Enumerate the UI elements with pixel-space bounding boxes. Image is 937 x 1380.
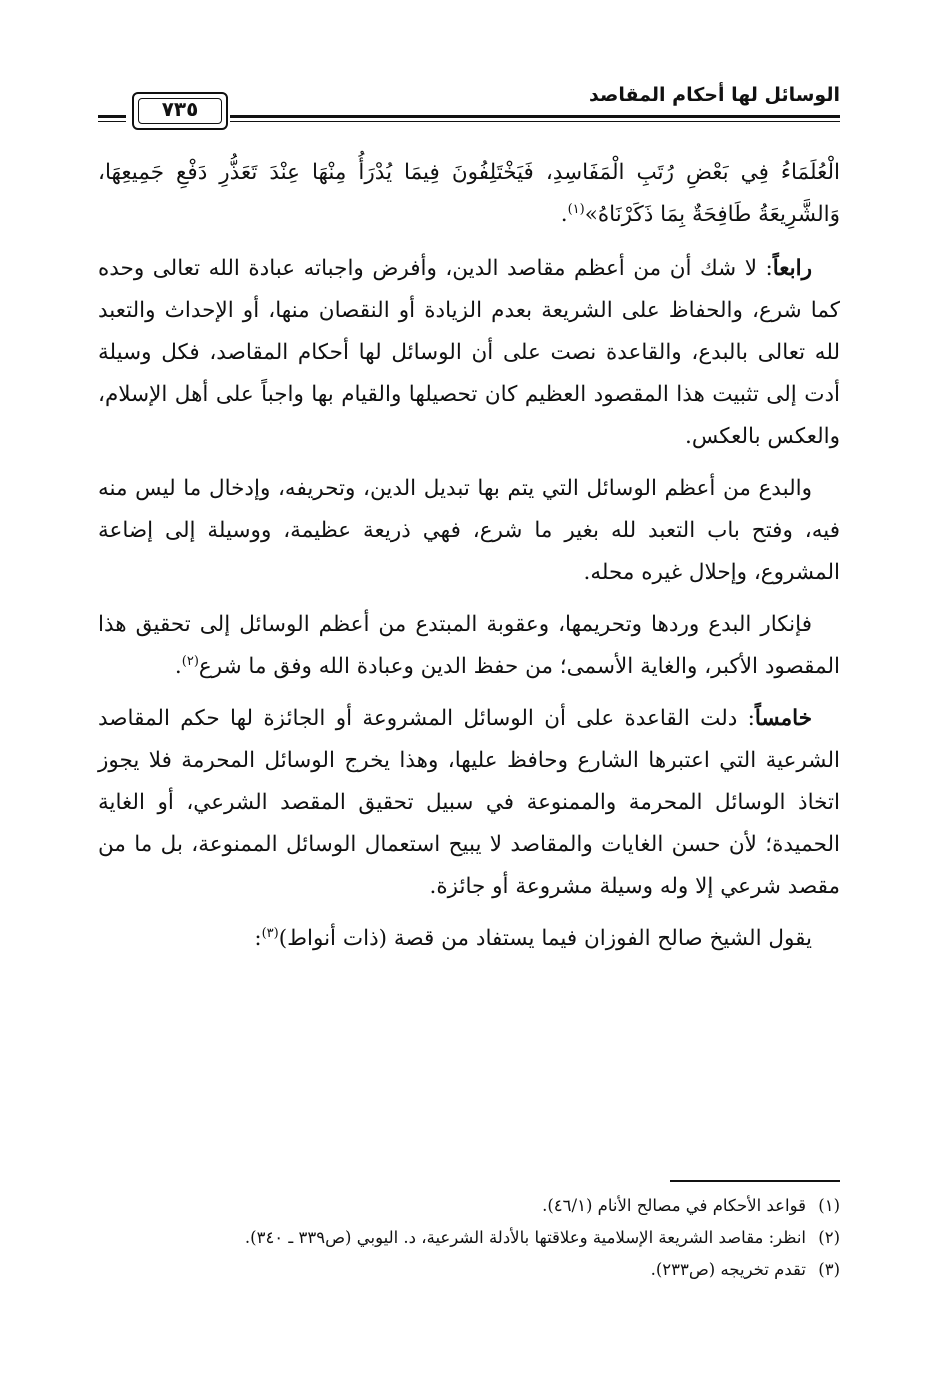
paragraph-fifth — [98, 698, 840, 908]
running-title: الوسائل لها أحكام المقاصد — [589, 84, 840, 106]
paragraph-innovations — [98, 468, 840, 594]
body-text — [98, 152, 840, 970]
page-header — [98, 78, 840, 130]
paragraph-denial — [98, 604, 840, 688]
footnote-2 — [98, 1222, 840, 1254]
header-rule-thin — [230, 121, 840, 122]
paragraph-fourth — [98, 248, 840, 458]
footnote-text: قواعد الأحكام في مصالح الأنام (٤٦/١). — [542, 1196, 806, 1215]
paragraph-quote-intro — [98, 918, 840, 960]
footnote-text: انظر: مقاصد الشريعة الإسلامية وعلاقتها بالأدلة الشرعية، د. اليوبي (ص٣٣٩ ـ ٣٤٠). — [244, 1228, 806, 1247]
paragraph-end-denial: . — [174, 654, 182, 679]
paragraph-end-quote-intro: : — [254, 926, 262, 951]
footnote-number: (٢) — [818, 1228, 840, 1247]
paragraph-text-quote-intro: يقول الشيخ صالح الفوزان فيما يستفاد من قصة (ذات أنواط) — [278, 926, 812, 951]
paragraph-text-innovations: والبدع من أعظم الوسائل التي يتم بها تبديل الدين، وتحريفه، وإدخال ما ليس منه فيه، وفتح باب التعبد لله بغير ما شرع، فهي ذريعة عظيمة، ووسيلة إلى إضاعة المشروع، وإحلال غيره محله. — [98, 476, 840, 585]
footnote-separator — [670, 1180, 840, 1182]
footnote-ref-2: (٢) — [181, 653, 199, 669]
header-rule — [230, 115, 840, 118]
paragraph-lead-fifth: خامساً — [754, 706, 812, 731]
page-number: ٧٣٥ — [161, 97, 199, 121]
footnote-1 — [98, 1190, 840, 1222]
paragraph-text-denial: فإنكار البدع وردها وتحريمها، وعقوبة المبتدع من أعظم الوسائل إلى تحقيق هذا المقصود الأكبر، والغاية الأسمى؛ من حفظ الدين وعبادة الله وفق ما شرع — [98, 612, 840, 679]
paragraph-text-fifth: : دلت القاعدة على أن الوسائل المشروعة أو الجائزة لها حكم المقاصد الشرعية التي اعتبرها الشارع وحافظ عليها، وهذا يخرج الوسائل المحرمة فلا يجوز اتخاذ الوسائل المحرمة والممنوعة في سبيل تحقيق المقصد الشرعي، أو الغاية الحميدة؛ لأن حسن الغايات والمقاصد لا يبيح استعمال الوسائل الممنوعة، بل ما من مقصد شرعي إلا وله وسيلة مشروعة أو جائزة. — [98, 706, 840, 899]
paragraph-quote — [98, 152, 840, 236]
footnote-number: (٣) — [818, 1260, 840, 1279]
quote-text: الْعُلَمَاءُ فِي بَعْضِ رُتَبِ الْمَفَاسِدِ، فَيَخْتَلِفُونَ فِيمَا يُدْرَأُ مِنْهَا عِنْدَ تَعَذُّرِ دَفْعِ جَمِيعِهَا، وَالشَّرِيعَةُ طَافِحَةٌ بِمَا ذَكَرْنَاهُ» — [98, 160, 840, 227]
header-rule-left — [98, 115, 126, 118]
footnote-number: (١) — [818, 1196, 840, 1215]
page-number-frame — [132, 92, 228, 130]
header-rule-left-thin — [98, 121, 126, 122]
footnote-3 — [98, 1254, 840, 1286]
footnote-text: تقدم تخريجه (ص٢٣٣). — [650, 1260, 806, 1279]
paragraph-lead-fourth: رابعاً — [772, 256, 812, 281]
footnotes — [98, 1190, 840, 1286]
paragraph-text-fourth: : لا شك أن من أعظم مقاصد الدين، وأفرض واجباته عبادة الله تعالى وحده كما شرع، والحفاظ على الشريعة بعدم الزيادة أو النقصان منها، أو الإحداث والتعبد لله تعالى بالبدع، والقاعدة نصت على أن الوسائل لها أحكام المقاصد، فكل وسيلة أدت إلى تثبيت هذا المقصود العظيم كان تحصيلها والقيام بها واجباً على أهل الإسلام، والعكس بالعكس. — [98, 256, 840, 449]
footnote-ref-1: (١) — [567, 201, 585, 217]
footnote-ref-3: (٣) — [261, 925, 279, 941]
quote-end: . — [560, 202, 568, 227]
